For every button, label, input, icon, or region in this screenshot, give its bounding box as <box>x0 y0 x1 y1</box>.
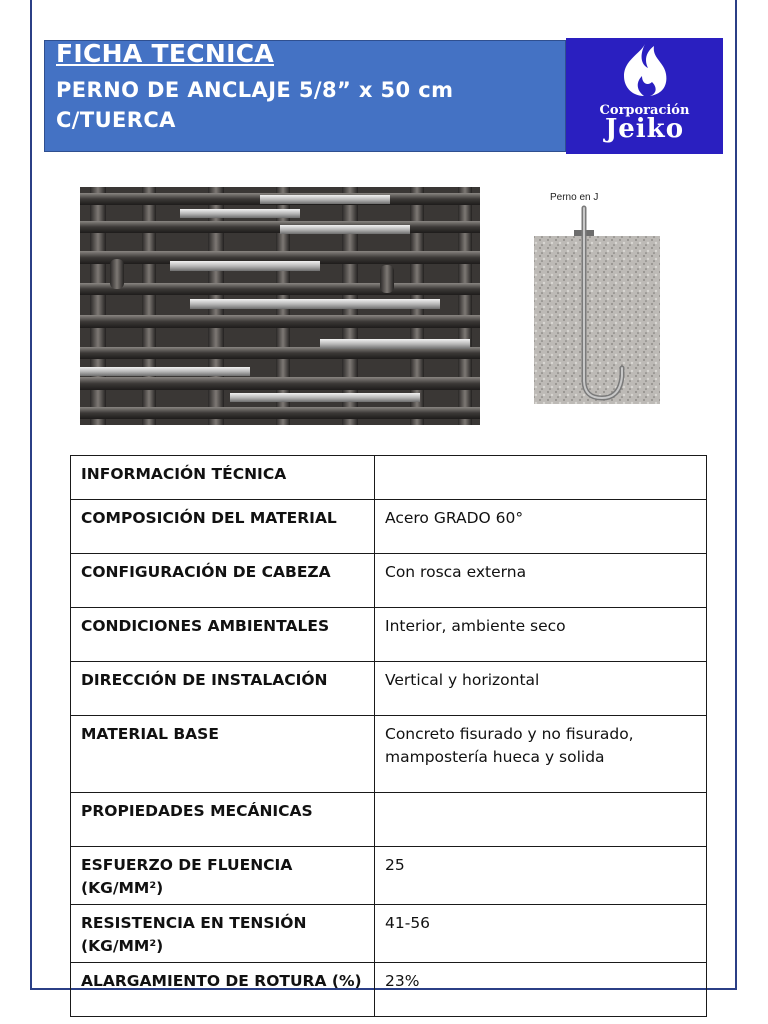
company-logo <box>566 38 723 154</box>
row-label: CONDICIONES AMBIENTALES <box>71 608 375 662</box>
row-value: 23% <box>375 963 707 1017</box>
spec-table <box>70 455 707 1017</box>
row-label: INFORMACIÓN TÉCNICA <box>71 456 375 500</box>
logo-line-1: Corporación <box>599 103 690 118</box>
row-label: PROPIEDADES MECÁNICAS <box>71 793 375 847</box>
j-bolt-diagram <box>530 190 662 408</box>
row-value: 41-56 <box>375 905 707 963</box>
row-label: DIRECCIÓN DE INSTALACIÓN <box>71 662 375 716</box>
document-title: FICHA TECNICA <box>56 39 274 68</box>
table-row <box>71 554 707 608</box>
row-label: RESISTENCIA EN TENSIÓN (KG/MM²) <box>71 905 375 963</box>
row-label: CONFIGURACIÓN DE CABEZA <box>71 554 375 608</box>
table-row <box>71 716 707 793</box>
table-row <box>71 608 707 662</box>
diagram-label: Perno en J <box>550 192 599 203</box>
table-row <box>71 793 707 847</box>
logo-line-2: Jeiko <box>604 114 685 144</box>
row-value: Con rosca externa <box>375 554 707 608</box>
row-value: Concreto fisurado y no fisurado, mampostería hueca y solida <box>375 716 707 793</box>
row-value: 25 <box>375 847 707 905</box>
row-value <box>375 456 707 500</box>
table-row <box>71 500 707 554</box>
row-label: MATERIAL BASE <box>71 716 375 793</box>
row-label: ALARGAMIENTO DE ROTURA (%) <box>71 963 375 1017</box>
table-row <box>71 456 707 500</box>
table-row <box>71 905 707 963</box>
row-value <box>375 793 707 847</box>
row-value: Interior, ambiente seco <box>375 608 707 662</box>
header-banner <box>44 40 566 152</box>
product-photo <box>80 187 480 425</box>
table-row <box>71 847 707 905</box>
table-row <box>71 662 707 716</box>
row-label: ESFUERZO DE FLUENCIA (KG/MM²) <box>71 847 375 905</box>
row-label: COMPOSICIÓN DEL MATERIAL <box>71 500 375 554</box>
row-value: Vertical y horizontal <box>375 662 707 716</box>
document-subtitle: PERNO DE ANCLAJE 5/8” x 50 cm C/TUERCA <box>56 78 454 132</box>
table-row <box>71 963 707 1017</box>
flame-icon <box>566 38 723 108</box>
row-value: Acero GRADO 60° <box>375 500 707 554</box>
